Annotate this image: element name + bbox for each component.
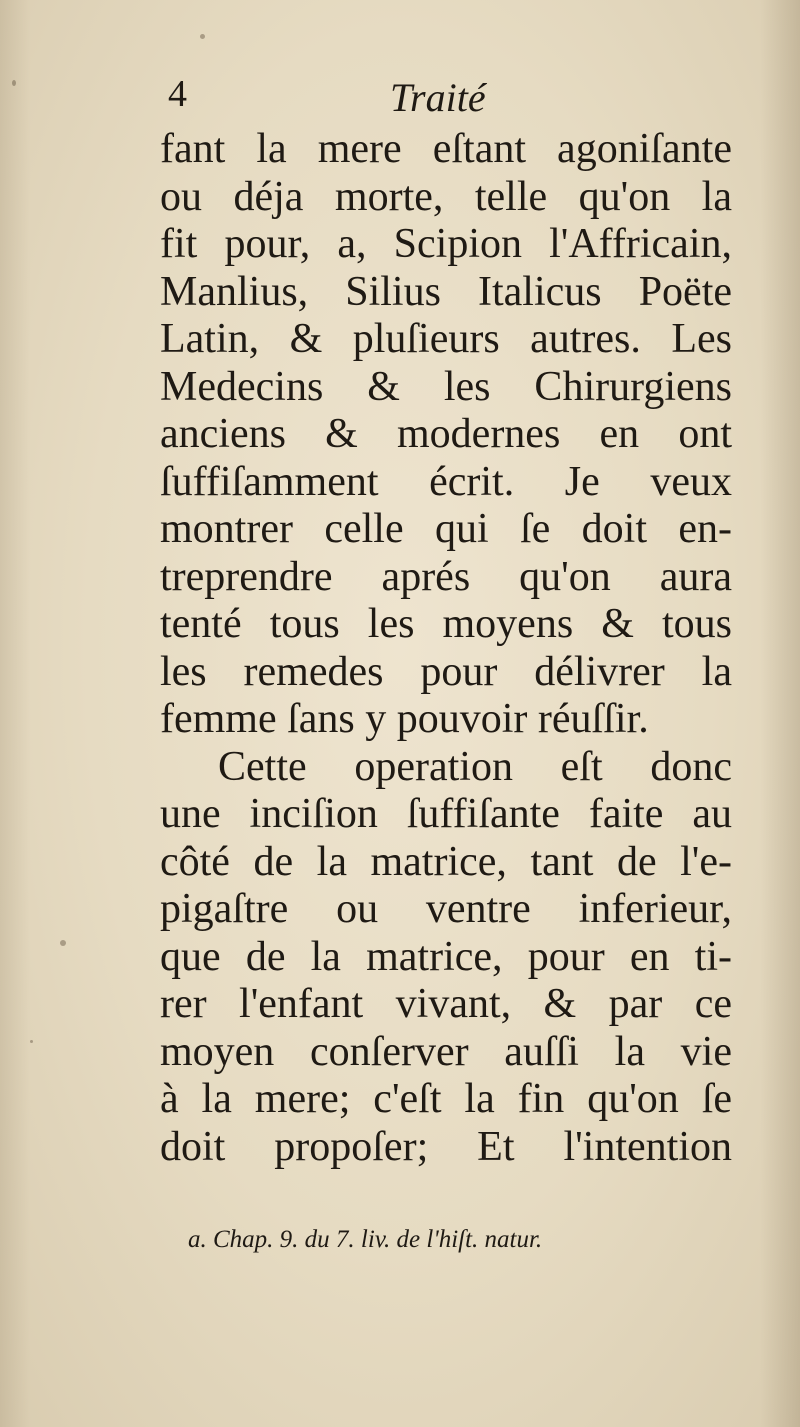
- text-line: fant la mere eſtant agoniſante: [160, 126, 732, 172]
- text-line: femme ſans y pouvoir réuſſir.: [160, 696, 649, 742]
- text-line: côté de la matrice, tant de l'e-: [160, 838, 732, 885]
- text-line: Latin, & pluſieurs autres. Les: [160, 316, 732, 362]
- page-edge-shadow: [760, 0, 800, 1427]
- text-line: ſuffiſamment écrit. Je veux: [160, 458, 732, 505]
- paragraph-start-line: Cette operation eſt donc: [218, 743, 732, 790]
- body-text: [160, 126, 732, 1171]
- text-line: treprendre aprés qu'on aura: [160, 553, 732, 600]
- ink-speck: [30, 1040, 33, 1043]
- text-line: Manlius, Silius Italicus Poëte: [160, 268, 732, 315]
- ink-speck: [60, 940, 66, 946]
- page-gutter-shadow: [0, 0, 30, 1427]
- text-line: tenté tous les moyens & tous: [160, 601, 732, 647]
- text-line: anciens & modernes en ont: [160, 411, 732, 457]
- text-line: rer l'enfant vivant, & par ce: [160, 981, 732, 1027]
- text-line: une inciſion ſuffiſante faite au: [160, 791, 732, 837]
- page-number: 4: [168, 73, 187, 115]
- text-line: moyen conſerver auſſi la vie: [160, 1028, 732, 1075]
- text-line: doit propoſer; Et l'intention: [160, 1123, 732, 1170]
- text-line: Medecins & les Chirurgiens: [160, 363, 732, 410]
- ink-speck: [12, 80, 16, 86]
- text-line: les remedes pour délivrer la: [160, 648, 732, 695]
- ink-speck: [200, 34, 205, 39]
- text-line: à la mere; c'eſt la fin qu'on ſe: [160, 1076, 732, 1122]
- text-line: fit pour, a, Scipion l'Affricain,: [160, 221, 732, 267]
- text-line: pigaſtre ou ventre inferieur,: [160, 886, 732, 932]
- text-line: ou déja morte, telle qu'on la: [160, 173, 732, 220]
- running-title: Traité: [390, 75, 486, 120]
- page-header: [168, 72, 728, 122]
- text-line: montrer celle qui ſe doit en-: [160, 506, 732, 552]
- text-line: que de la matrice, pour en ti-: [160, 933, 732, 980]
- footnote: a. Chap. 9. du 7. liv. de l'hiſt. natur.: [188, 1226, 543, 1253]
